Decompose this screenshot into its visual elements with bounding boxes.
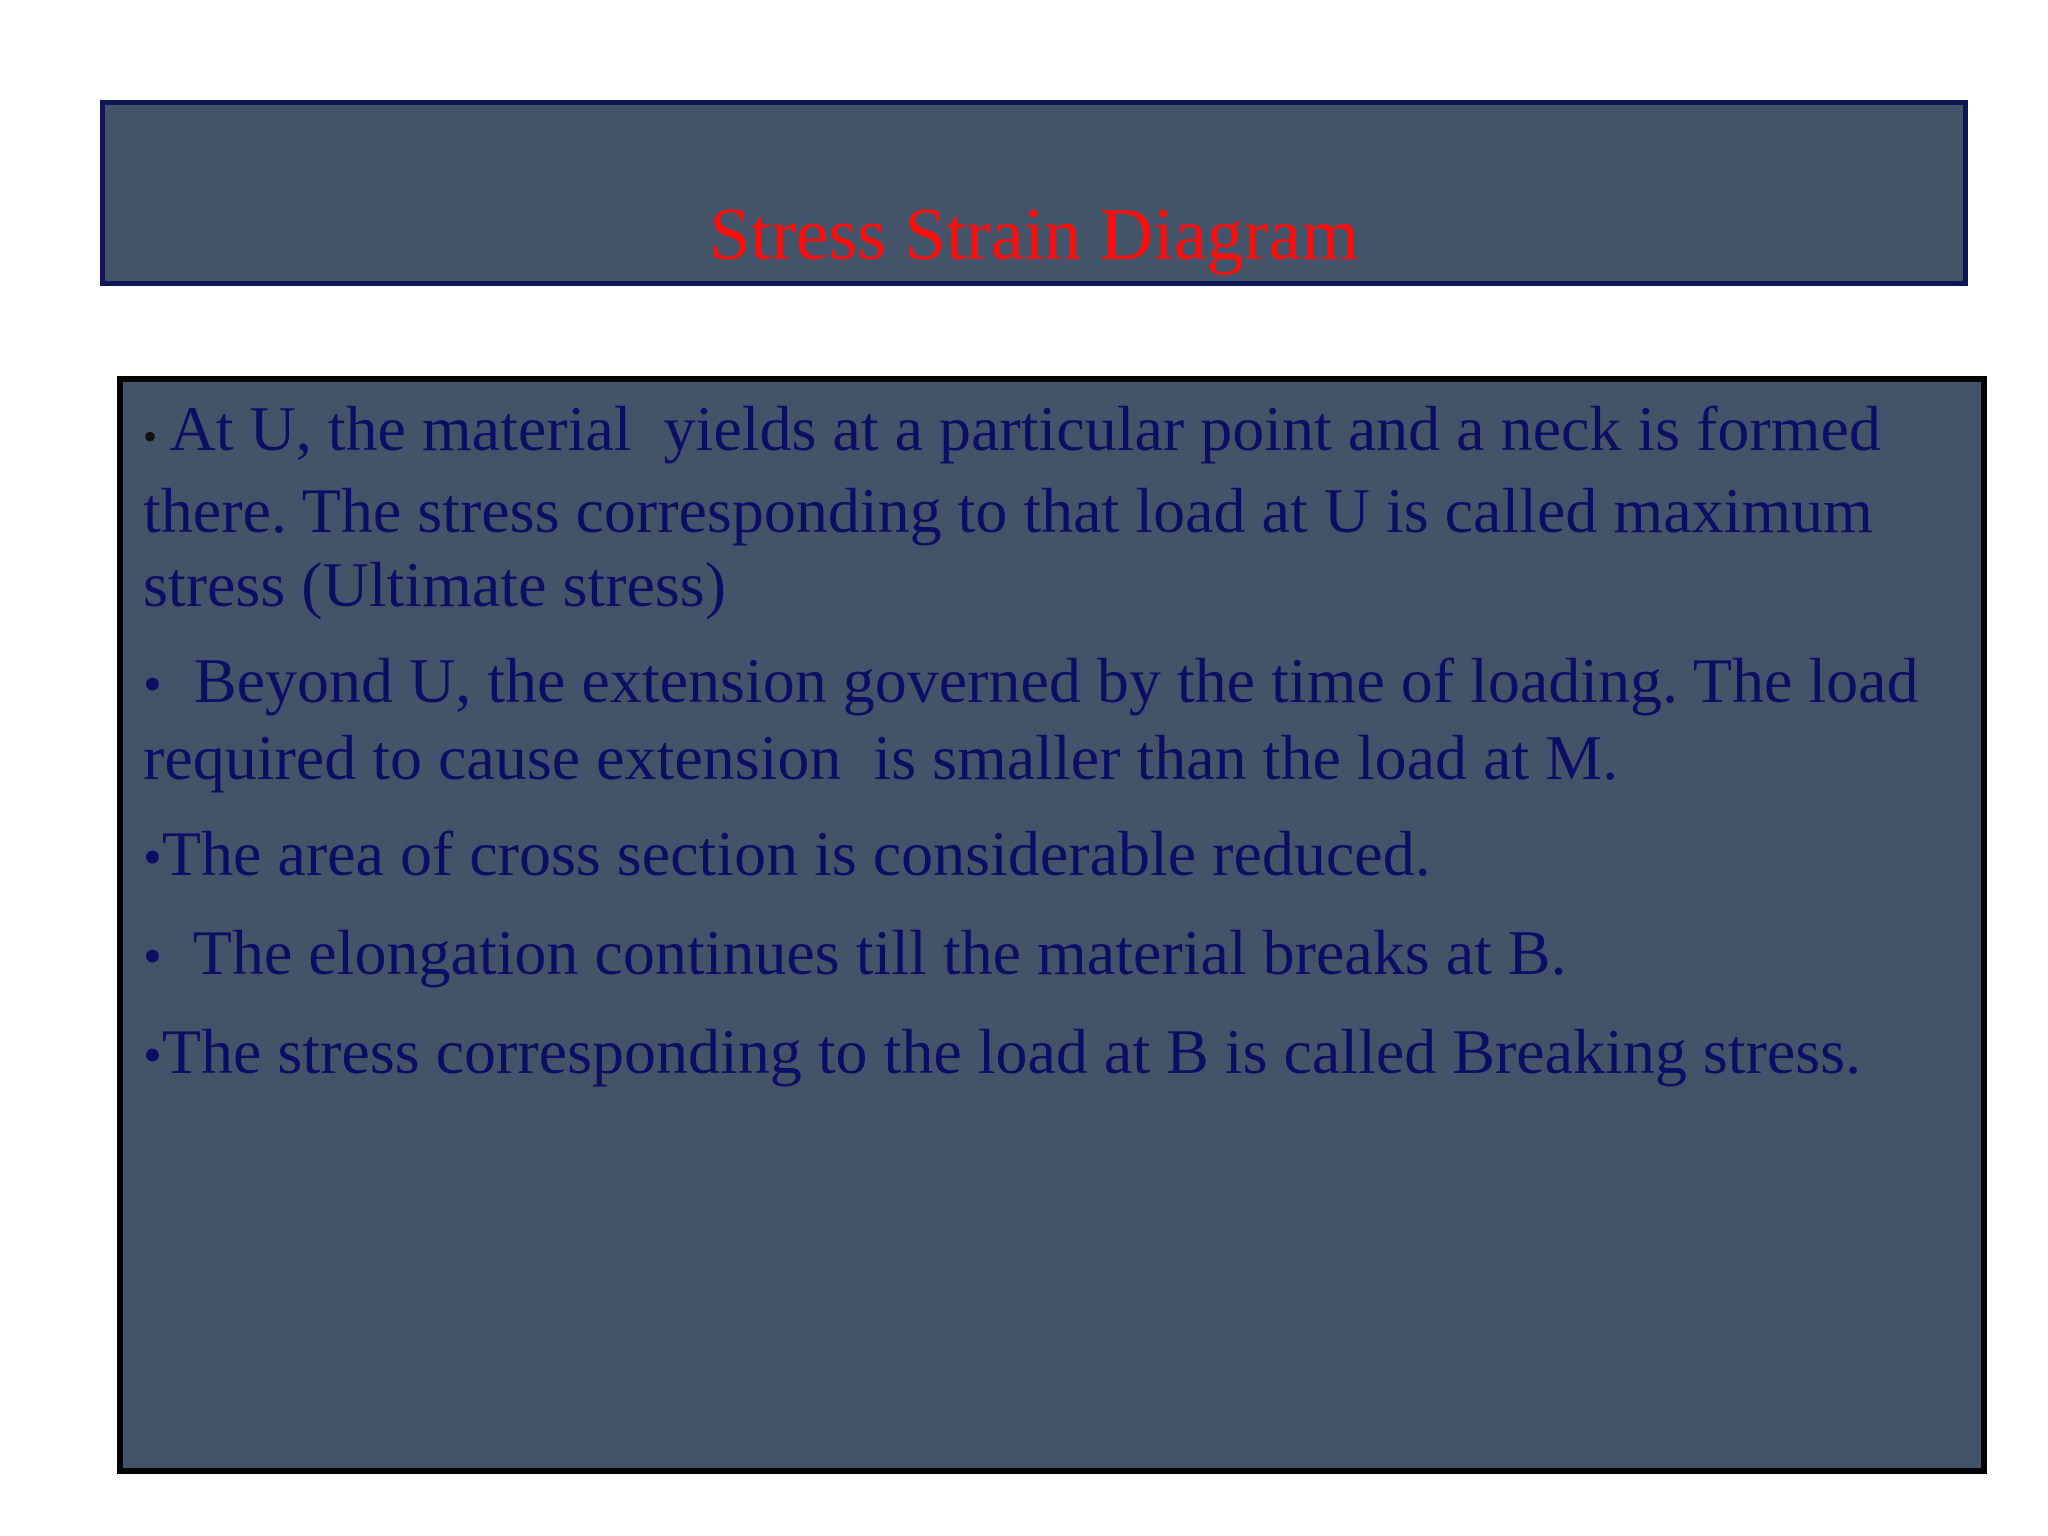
bullet-icon: • (143, 926, 162, 986)
bullet-icon: • (143, 654, 162, 714)
bullet-list (143, 392, 1983, 1114)
bullet-item (143, 644, 1983, 795)
bullet-item (143, 392, 1983, 622)
title-panel (100, 100, 1968, 286)
bullet-item (143, 817, 1983, 894)
bullet-text: The stress corresponding to the load at B is called Breaking stress. (161, 1016, 1862, 1087)
content-panel (117, 376, 1987, 1474)
bullet-text: Beyond U, the extension governed by the time of loading. The load required to cause extension is smaller than the load at M. (143, 645, 1935, 793)
bullet-icon: • (143, 827, 162, 887)
bullet-text: At U, the material yields at a particular point and a neck is formed there. The stress corresponding to that load at U is called maximum stress (Ultimate stress) (143, 393, 1897, 620)
bullet-icon: • (143, 1025, 162, 1085)
bullet-icon: • (143, 414, 158, 459)
bullet-text: The area of cross section is considerable reduced. (161, 818, 1431, 889)
slide-title: Stress Strain Diagram (709, 194, 1359, 276)
bullet-item (143, 916, 1983, 993)
bullet-text: The elongation continues till the material breaks at B. (161, 917, 1567, 988)
bullet-item (143, 1015, 1983, 1092)
